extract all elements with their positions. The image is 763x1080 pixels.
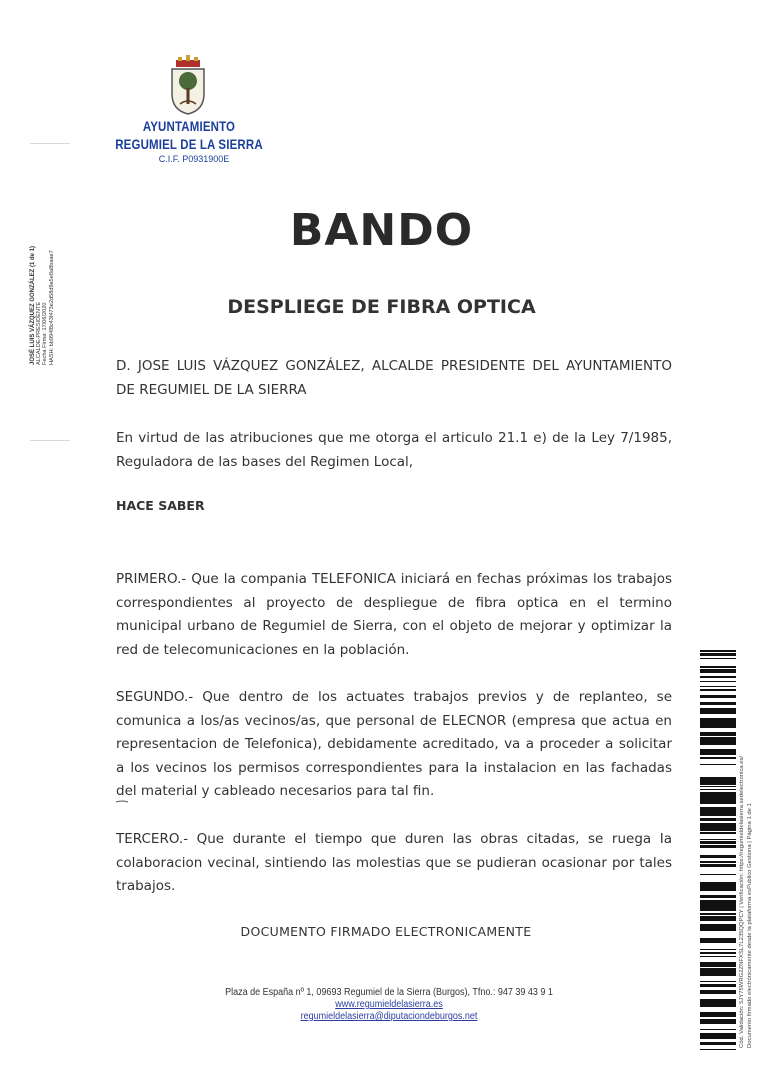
- tercero-paragraph: TERCERO.- Que durante el tiempo que duren las obras citadas, se ruega Ia colaboracion vecinal, sintiendo las molestias que se pudieran ocasionar por tales trabajos.: [116, 831, 672, 894]
- signed-notice: DOCUMENTO FIRMADO ELECTRONICAMENTE: [240, 924, 532, 939]
- preamble-paragraph: En virtud de las atribuciones que me otorga el articulo 21.1 e) de la Ley 7/1985, Reguladora de las bases del Regimen Local,: [116, 430, 672, 470]
- signature-date: Fecha Firma: 17/06/2020: [42, 302, 49, 365]
- org-cif: C.I.F. P0931900E: [158, 154, 230, 164]
- barcode-icon: [700, 650, 736, 1050]
- signer-name: JOSÉ LUIS VÁZQUEZ GONZÁLEZ (1 de 1): [30, 245, 36, 365]
- footer-email-link[interactable]: regumieldelasierra@diputaciondeburgos.net: [300, 1011, 478, 1022]
- verification-block: [738, 655, 763, 1050]
- verification-platform: Documento firmado electrónicamente desde la plataforma esPublico Gestiona | Página 1 de 1: [747, 803, 753, 1048]
- document-title: BANDO: [289, 205, 474, 256]
- document-subtitle: DESPLIEGE DE FIBRA OPTICA: [227, 296, 536, 318]
- org-name-line1: AYUNTAMIENTO: [142, 118, 236, 134]
- primero-paragraph: PRIMERO.- Que la compania TELEFONICA iniciará en fechas próximas los trabajos correspondientes al proyecto de despliegue de fibra optica en el termino municipal urbano de Regumiel de Sierra, con el objeto de mejorar y optimizar la red de telecomunicaciones en la población.: [116, 571, 672, 658]
- margin-divider: [30, 440, 70, 441]
- margin-divider: [30, 143, 70, 144]
- org-name-line2: REGUMIEL DE LA SIERRA: [115, 136, 263, 152]
- segundo-paragraph: SEGUNDO.- Que dentro de los actuates trabajos previos y de replanteo, se comunica a los/as vecinos/as, que personal de ELECNOR (empresa que actua en representacion de Telefonica), debidamente acreditado, va a proceder a solicitar a los vecinos los permisos correspondientes para Ia instalacion en las fachadas del material y cableado necesarios para tal fin.: [116, 689, 672, 799]
- coat-of-arms-icon: [168, 54, 208, 116]
- verification-code: Cód. Validación: 5JY75WRG2ZNFXSL7L235QQPCY | Verificación: https://regumieldelasierra.sedelectronica.es/: [739, 755, 745, 1048]
- intro-paragraph: D. JOSE LUIS VÁZQUEZ GONZÁLEZ, ALCALDE PRESIDENTE DEL AYUNTAMIENTO DE REGUMIEL DE LA SIERRA: [116, 358, 672, 398]
- footer-address: Plaza de España nº 1, 09693 Regumiel de la Sierra (Burgos), Tfno.: 947 39 43 9 1: [225, 987, 553, 998]
- signature-hash: HASH: bb994f8c43f473e2d58d9a5e8a8baae7: [48, 250, 55, 365]
- footer-website-link[interactable]: www.regumieldelasierra.es: [335, 999, 443, 1010]
- signer-role: ALCALDE-PRESIDENTE: [36, 301, 43, 365]
- scan-mark: [116, 800, 128, 803]
- hace-saber-heading: HACE SABER: [116, 498, 205, 513]
